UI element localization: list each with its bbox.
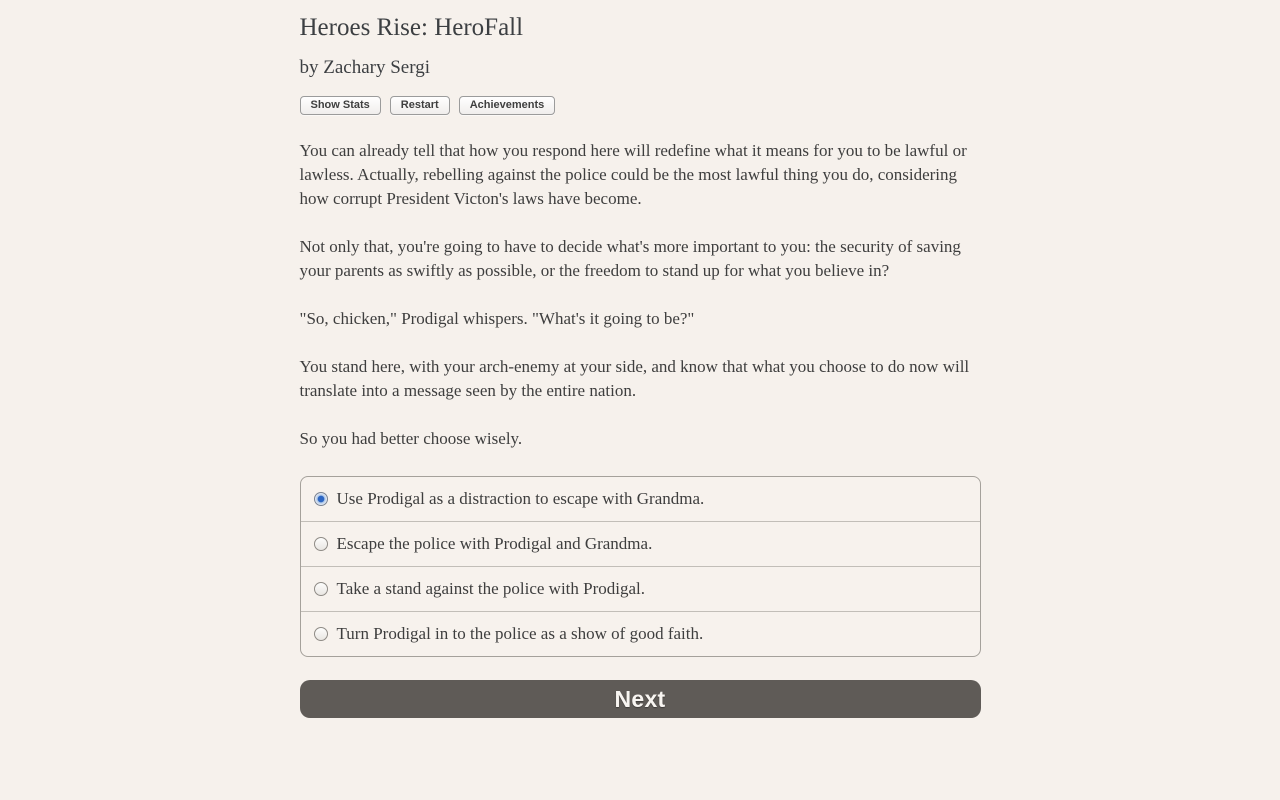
story-text [300,139,981,451]
choice-option[interactable] [301,521,980,566]
story-paragraph: You stand here, with your arch-enemy at your side, and know that what you choose to do now will translate into a message seen by the entire nation. [299,357,970,401]
choice-label: Use Prodigal as a distraction to escape with Grandma. [336,489,705,509]
choice-option[interactable] [301,566,980,611]
restart-button[interactable]: Restart [390,96,450,115]
show-stats-button[interactable]: Show Stats [300,96,381,115]
choice-list [300,476,981,657]
choice-option[interactable] [301,477,980,521]
game-author: by Zachary Sergi [299,57,430,79]
achievements-button[interactable]: Achievements [459,96,556,115]
story-paragraph: Not only that, you're going to have to decide what's more important to you: the security of saving your parents as swiftly as possible, or the freedom to stand up for what you believe in? [299,237,961,281]
game-page [300,0,981,718]
choice-radio[interactable] [314,627,328,641]
choice-option[interactable] [301,611,980,656]
choice-label: Escape the police with Prodigal and Grandma. [336,534,653,554]
game-title: Heroes Rise: HeroFall [299,14,524,41]
choice-radio[interactable] [314,537,328,551]
choice-label: Take a stand against the police with Prodigal. [336,579,646,599]
story-paragraph: So you had better choose wisely. [299,429,523,449]
choice-radio[interactable] [314,582,328,596]
choice-radio[interactable] [314,492,328,506]
next-button[interactable]: Next [300,680,981,718]
choice-label: Turn Prodigal in to the police as a show of good faith. [336,624,704,644]
story-paragraph: You can already tell that how you respond here will redefine what it means for you to be lawful or lawless. Actually, rebelling against the police could be the most lawful thing you do, considering how corrupt President Victon's laws have become. [299,141,967,209]
story-paragraph: "So, chicken," Prodigal whispers. "What's it going to be?" [299,309,695,329]
toolbar [300,96,981,115]
